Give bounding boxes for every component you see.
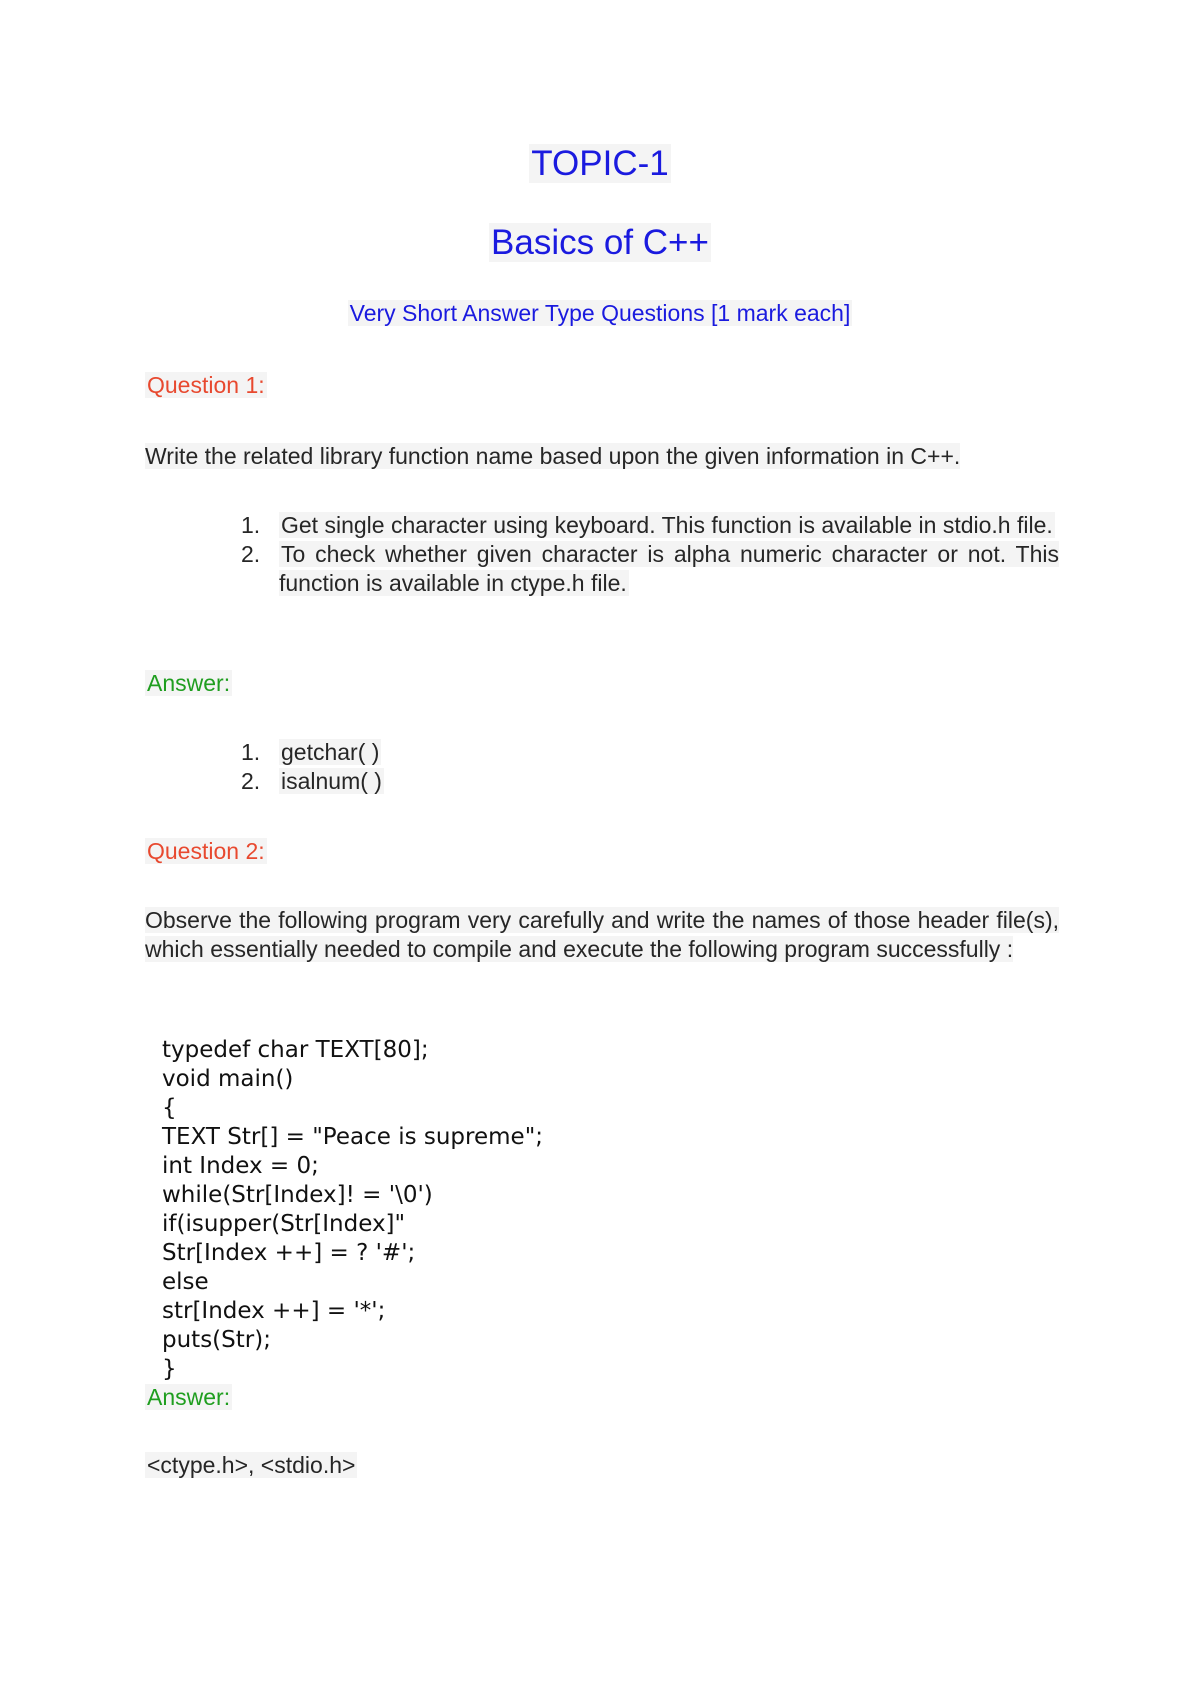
question-1-list (241, 511, 1059, 598)
code-line: if(isupper(Str[Index]" (162, 1211, 406, 1237)
list-item: 1. getchar( ) (241, 739, 380, 765)
list-item: 1. Get single character using keyboard. This function is available in stdio.h file. (241, 512, 1053, 538)
code-line: str[Index ++] = '*'; (162, 1298, 386, 1324)
code-line: puts(Str); (162, 1327, 271, 1353)
question-2-label: Question 2: (147, 838, 265, 864)
code-line: TEXT Str[] = "Peace is supreme"; (162, 1124, 544, 1150)
answer-2-label: Answer: (147, 1384, 231, 1410)
code-line: while(Str[Index]! = '\0') (162, 1182, 433, 1208)
subject-heading: Basics of C++ (491, 223, 709, 262)
code-line: else (162, 1269, 209, 1295)
code-line: typedef char TEXT[80]; (162, 1037, 429, 1063)
list-item: 2. isalnum( ) (241, 768, 382, 794)
section-heading: Very Short Answer Type Questions [1 mark each] (349, 300, 851, 326)
code-line: { (162, 1095, 177, 1121)
list-item: 2. To check whether given character is alpha numeric character or not. This function is available in ctype.h file. (241, 541, 1059, 596)
question-2-text: Observe the following program very carefully and write the names of those header file(s), which essentially needed to compile and execute the following program successfully : (145, 907, 1059, 962)
code-line: int Index = 0; (162, 1153, 319, 1179)
code-line: } (162, 1356, 177, 1382)
code-block (162, 1036, 543, 1384)
code-line: void main() (162, 1066, 294, 1092)
code-line: Str[Index ++] = ? '#'; (162, 1240, 416, 1266)
answer-2-text: <ctype.h>, <stdio.h> (147, 1452, 356, 1478)
question-1-label: Question 1: (147, 372, 265, 398)
question-1-text: Write the related library function name based upon the given information in C++. (145, 443, 961, 469)
answer-1-label: Answer: (147, 670, 231, 696)
topic-heading: TOPIC-1 (531, 144, 669, 183)
answer-1-list (241, 738, 1059, 796)
